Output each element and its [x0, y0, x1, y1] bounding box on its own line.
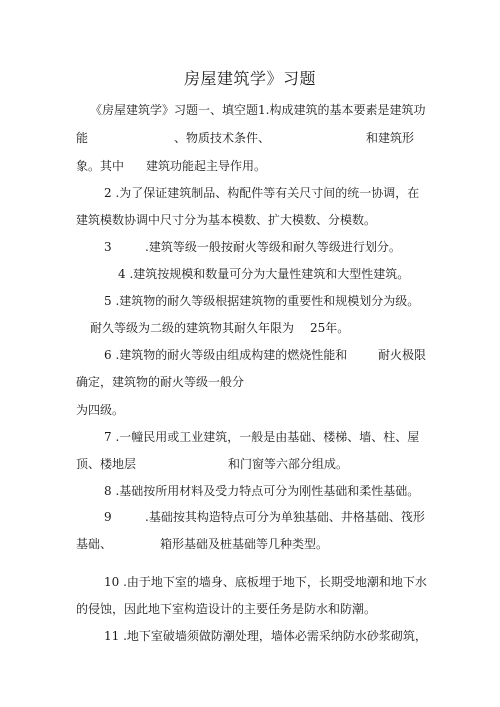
text-line-5c: 25年。 — [310, 321, 350, 335]
text-line-1b: 能 — [76, 131, 89, 145]
text-line-5a: 5 .建筑物的耐久等级根据建筑物的重要性和规模划分为级。 — [104, 294, 420, 308]
text-line-6d: 为四级。 — [76, 403, 125, 417]
text-line-5b: 耐久等级为二级的建筑物其耐久年限为 — [90, 321, 295, 335]
text-line-7c: 和门窗等六部分组成。 — [228, 457, 349, 471]
text-line-3: .建筑等级一般按耐火等级和耐久等级进行划分。 — [145, 240, 401, 254]
text-line-7b: 顶、楼地层 — [76, 457, 137, 471]
text-line-6a: 6 .建筑物的耐火等级由组成构建的燃烧性能和 — [104, 348, 348, 362]
document-title: 房屋建筑学》习题 — [183, 69, 316, 88]
text-line-3-num: 3 — [104, 240, 112, 254]
text-line-2b: 建筑模数协调中尺寸分为基本模数、扩大模数、分模数。 — [76, 213, 377, 227]
text-line-11: 11 .地下室破墙须做防潮处理，墙体必需采纳防水砂浆砌筑， — [104, 629, 427, 643]
text-line-1c: 、物质技术条件、 — [174, 131, 271, 145]
text-line-9d: 箱形基础及桩基础等几种类型。 — [160, 537, 329, 551]
text-line-4: 4 .建筑按规模和数量可分为大量性建筑和大型性建筑。 — [118, 267, 410, 281]
text-line-9c: 基础、 — [76, 537, 113, 551]
text-line-8: 8 .基础按所用材料及受力特点可分为刚性基础和柔性基础。 — [104, 484, 420, 498]
text-line-6c: 确定，建筑物的耐火等级一般分 — [76, 375, 245, 389]
text-line-2a: 2 .为了保证建筑制品、构配件等有关尺寸间的统一协调，在 — [104, 186, 420, 200]
text-line-1e: 象。其中 — [76, 159, 125, 173]
text-line-6b: 耐火极限 — [378, 348, 427, 362]
text-line-1d: 和建筑形 — [366, 131, 415, 145]
text-line-10a: 10 .由于地下室的墙身、底板埋于地下，长期受地潮和地下水 — [104, 575, 427, 589]
text-line-7a: 7 .一幢民用或工业建筑，一般是由基础、楼梯、墙、柱、屋 — [104, 430, 420, 444]
text-line-9-num: 9 — [104, 510, 112, 524]
text-line-9b: .基础按其构造特点可分为单独基础、井格基础、筏形 — [145, 510, 425, 524]
text-line-1a: 《房屋建筑学》习题一、填空题1.构成建筑的基本要素是建筑功 — [90, 103, 426, 117]
text-line-10b: 的侵蚀，因此地下室构造设计的主要任务是防水和防潮。 — [76, 602, 377, 616]
text-line-1f: 建筑功能起主导作用。 — [146, 159, 267, 173]
